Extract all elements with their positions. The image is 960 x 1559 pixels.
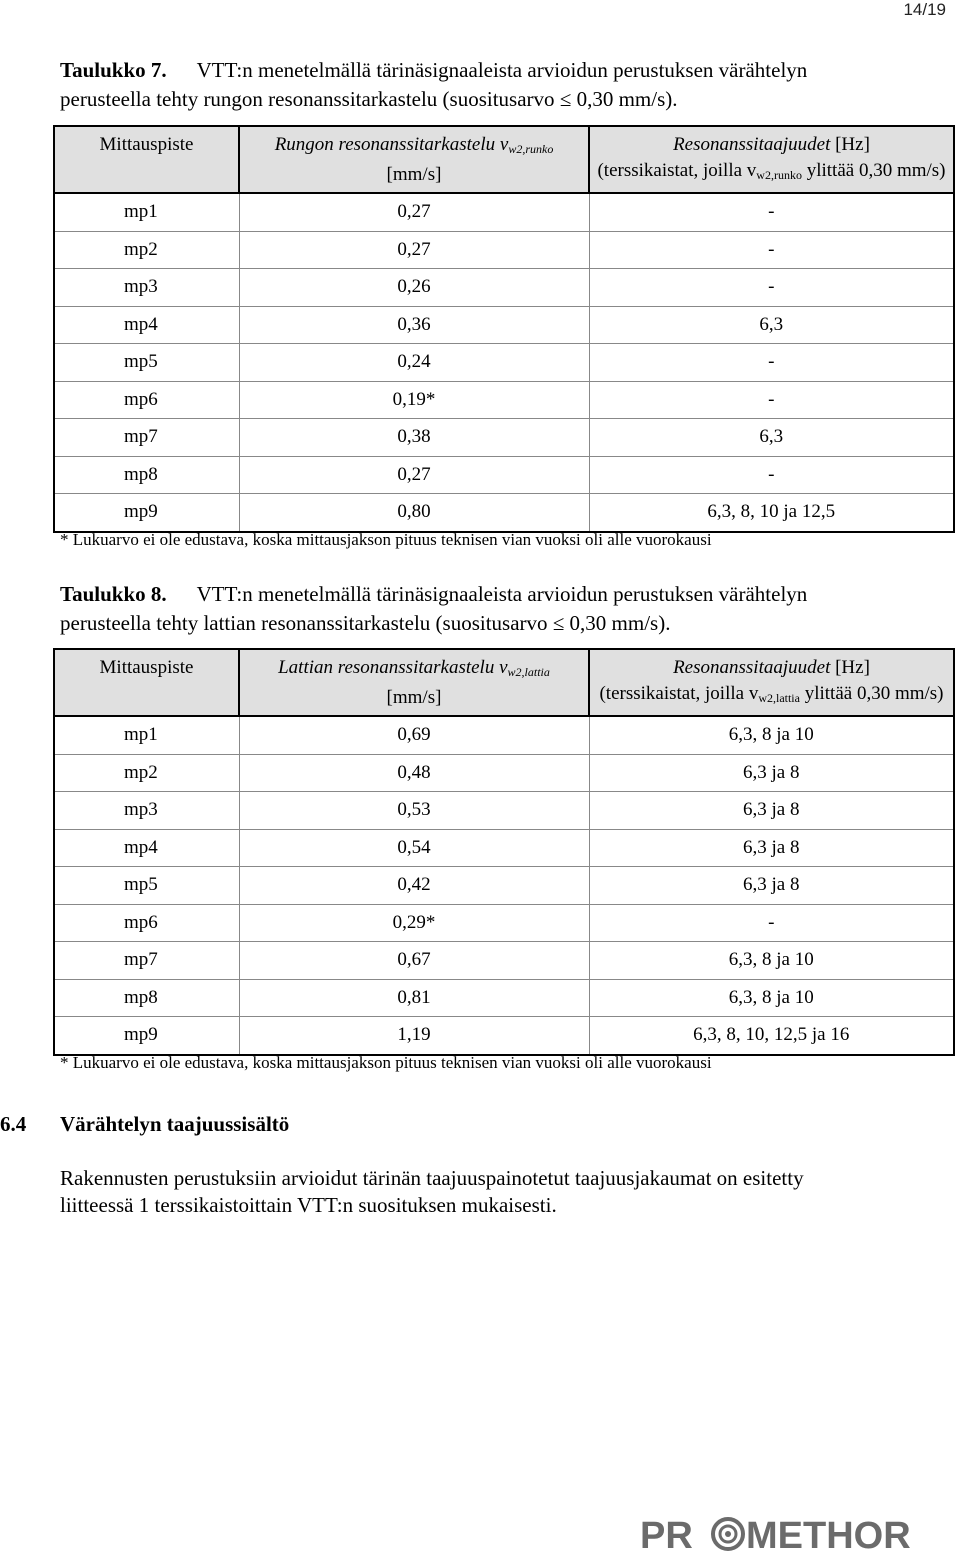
row-value: 0,29*	[239, 904, 589, 942]
table7-header-freq: Resonanssitaajuudet [Hz] (terssikaistat, joilla $v_{w2,runko}$ ylittää 0,30 mm/s)	[589, 126, 954, 193]
table8-caption	[60, 580, 946, 638]
row-point: mp6	[54, 904, 239, 942]
table-row	[54, 867, 954, 905]
row-point: mp3	[54, 269, 239, 307]
section-body	[60, 1165, 946, 1219]
row-freq: 6,3, 8 ja 10	[589, 942, 954, 980]
row-freq: -	[589, 381, 954, 419]
table7-header-value: Rungon resonanssitarkastelu $v_{w2,runko}$ [mm/s]	[239, 126, 589, 193]
table8-caption-line1: VTT:n menetelmällä tärinäsignaaleista arvioidun perustuksen värähtelyn	[196, 582, 808, 606]
table-row	[54, 792, 954, 830]
table8-header-point: Mittauspiste	[54, 649, 239, 716]
logo-text-right: METHOR	[746, 1515, 911, 1554]
row-point: mp4	[54, 306, 239, 344]
table8-footnote: * Lukuarvo ei ole edustava, koska mittausjakson pituus teknisen vian vuoksi oli alle vuorokausi	[60, 1053, 712, 1072]
table7	[53, 125, 955, 533]
row-value: 0,27	[239, 193, 589, 231]
row-freq: 6,3 ja 8	[589, 829, 954, 867]
table-row	[54, 716, 954, 754]
table-row	[54, 754, 954, 792]
table7-footnote: * Lukuarvo ei ole edustava, koska mittausjakson pituus teknisen vian vuoksi oli alle vuorokausi	[60, 530, 712, 549]
table-row	[54, 381, 954, 419]
table8-header-freq: Resonanssitaajuudet [Hz] (terssikaistat, joilla $v_{w2,lattia}$ ylittää 0,30 mm/s)	[589, 649, 954, 716]
row-point: mp1	[54, 193, 239, 231]
table7-caption	[60, 56, 946, 114]
table-row	[54, 193, 954, 231]
table7-caption-line2: perusteella tehty rungon resonanssitarkastelu (suositusarvo ≤ 0,30 mm/s).	[60, 87, 678, 111]
table-row	[54, 942, 954, 980]
table8-caption-line2: perusteella tehty lattian resonanssitarkastelu (suositusarvo ≤ 0,30 mm/s).	[60, 611, 671, 635]
section-heading	[0, 1112, 289, 1137]
row-value: 0,19*	[239, 381, 589, 419]
table-row	[54, 269, 954, 307]
row-value: 0,81	[239, 979, 589, 1017]
row-value: 0,26	[239, 269, 589, 307]
table8	[53, 648, 955, 1056]
row-value: 0,27	[239, 231, 589, 269]
section-body-line2: liitteessä 1 terssikaistoittain VTT:n suosituksen mukaisesti.	[60, 1193, 557, 1217]
row-value: 0,54	[239, 829, 589, 867]
row-freq: 6,3 ja 8	[589, 792, 954, 830]
row-freq: 6,3, 8 ja 10	[589, 979, 954, 1017]
row-point: mp5	[54, 867, 239, 905]
row-value: 0,36	[239, 306, 589, 344]
row-freq: 6,3, 8, 10, 12,5 ja 16	[589, 1017, 954, 1055]
row-freq: -	[589, 193, 954, 231]
row-value: 0,67	[239, 942, 589, 980]
row-value: 0,69	[239, 716, 589, 754]
row-value: 0,24	[239, 344, 589, 382]
promethor-logo	[640, 1512, 948, 1554]
row-point: mp1	[54, 716, 239, 754]
row-point: mp9	[54, 494, 239, 532]
row-freq: -	[589, 456, 954, 494]
row-freq: -	[589, 231, 954, 269]
table-row	[54, 456, 954, 494]
table7-header-row	[54, 126, 954, 193]
row-point: mp6	[54, 381, 239, 419]
table8-label: Taulukko 8.	[60, 582, 167, 606]
row-freq: 6,3, 8, 10 ja 12,5	[589, 494, 954, 532]
row-point: mp7	[54, 419, 239, 457]
row-freq: 6,3, 8 ja 10	[589, 716, 954, 754]
table8-header-value: Lattian resonanssitarkastelu $v_{w2,lattia}$ [mm/s]	[239, 649, 589, 716]
promethor-logo-svg	[640, 1512, 948, 1554]
row-freq: 6,3	[589, 419, 954, 457]
table7-label: Taulukko 7.	[60, 58, 167, 82]
row-freq: -	[589, 344, 954, 382]
table-row	[54, 344, 954, 382]
row-freq: -	[589, 269, 954, 307]
row-freq: 6,3 ja 8	[589, 867, 954, 905]
table-row	[54, 419, 954, 457]
row-point: mp8	[54, 456, 239, 494]
table-row	[54, 231, 954, 269]
table-row	[54, 306, 954, 344]
row-value: 1,19	[239, 1017, 589, 1055]
table-row	[54, 494, 954, 532]
row-freq: 6,3	[589, 306, 954, 344]
table8-header-row	[54, 649, 954, 716]
row-value: 0,48	[239, 754, 589, 792]
row-point: mp2	[54, 231, 239, 269]
row-value: 0,38	[239, 419, 589, 457]
section-body-line1: Rakennusten perustuksiin arvioidut tärinän taajuuspainotetut taajuusjakaumat on esitetty	[60, 1166, 804, 1190]
row-point: mp2	[54, 754, 239, 792]
row-point: mp7	[54, 942, 239, 980]
row-point: mp9	[54, 1017, 239, 1055]
row-freq: 6,3 ja 8	[589, 754, 954, 792]
table7-header-point: Mittauspiste	[54, 126, 239, 193]
table-row	[54, 1017, 954, 1055]
page-number: 14/19	[903, 0, 946, 19]
row-point: mp8	[54, 979, 239, 1017]
row-point: mp3	[54, 792, 239, 830]
logo-text-left: PR	[640, 1515, 693, 1554]
row-freq: -	[589, 904, 954, 942]
table-row	[54, 979, 954, 1017]
row-point: mp4	[54, 829, 239, 867]
row-value: 0,80	[239, 494, 589, 532]
section-title: Värähtelyn taajuussisältö	[60, 1112, 290, 1136]
row-value: 0,53	[239, 792, 589, 830]
row-value: 0,27	[239, 456, 589, 494]
logo-o-symbol	[713, 1519, 743, 1549]
table-row	[54, 829, 954, 867]
section-number: 6.4	[0, 1112, 27, 1136]
row-value: 0,42	[239, 867, 589, 905]
table7-caption-line1: VTT:n menetelmällä tärinäsignaaleista arvioidun perustuksen värähtelyn	[196, 58, 808, 82]
row-point: mp5	[54, 344, 239, 382]
table-row	[54, 904, 954, 942]
